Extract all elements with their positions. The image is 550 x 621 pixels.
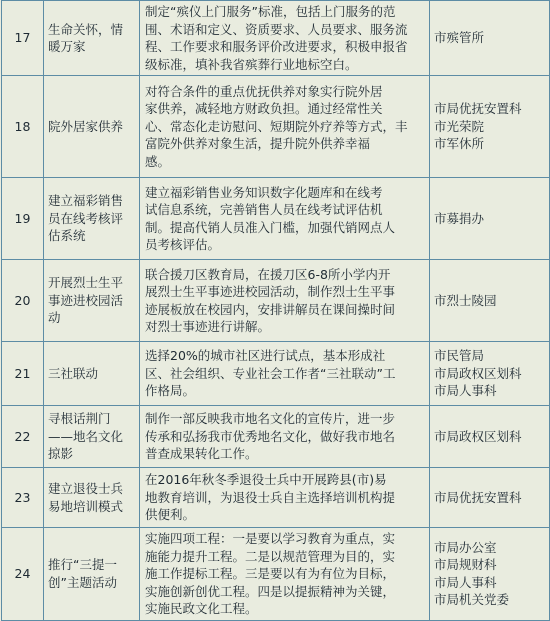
item-name: 建立退役士兵 易地培训模式	[44, 468, 140, 528]
row-number: 22	[2, 406, 44, 468]
responsible-unit: 市局政权区划科	[430, 406, 550, 468]
responsible-unit: 市局办公室 市局规财科 市局人事科 市局机关党委	[430, 528, 550, 621]
item-name: 三社联动	[44, 342, 140, 406]
row-number: 17	[2, 1, 44, 76]
table-row	[2, 1, 550, 76]
table-row	[2, 528, 550, 621]
item-content: 建立福彩销售业务知识数字化题库和在线考 试信息系统，完善销售人员在线考试评估机 制。提高代销人员准入门槛，加强代销网点人 员考核评估。	[140, 178, 430, 260]
row-number: 23	[2, 468, 44, 528]
responsible-unit: 市局优抚安置科 市光荣院 市军休所	[430, 76, 550, 178]
row-number: 20	[2, 260, 44, 342]
table-row	[2, 468, 550, 528]
item-name: 开展烈士生平 事迹进校园活 动	[44, 260, 140, 342]
item-content: 制作一部反映我市地名文化的宣传片，进一步 传承和弘扬我市优秀地名文化，做好我市地名 普查成果转化工作。	[140, 406, 430, 468]
item-content: 对符合条件的重点优抚供养对象实行院外居 家供养，减轻地方财政负担。通过经常性关 心、常态化走访慰问、短期院外疗养等方式，丰 富院外供养对象生活，提升院外供养幸福 感。	[140, 76, 430, 178]
item-name: 院外居家供养	[44, 76, 140, 178]
table-row	[2, 406, 550, 468]
row-number: 24	[2, 528, 44, 621]
policy-table-body	[2, 1, 550, 621]
item-name: 生命关怀，情 暖万家	[44, 1, 140, 76]
row-number: 21	[2, 342, 44, 406]
item-name: 寻根话荆门 ——地名文化 掠影	[44, 406, 140, 468]
table-row	[2, 342, 550, 406]
row-number: 18	[2, 76, 44, 178]
item-name: 推行“三提一 创”主题活动	[44, 528, 140, 621]
responsible-unit: 市烈士陵园	[430, 260, 550, 342]
item-content: 选择20%的城市社区进行试点，基本形成社 区、社会组织、专业社会工作者“三社联动”工 作格局。	[140, 342, 430, 406]
responsible-unit: 市殡管所	[430, 1, 550, 76]
item-content: 制定“殡仪上门服务”标准，包括上门服务的范 围、术语和定义、资质要求、人员要求、服务流 程、工作要求和服务评价改进要求，积极申报省 级标准，填补我省殡葬行业地标空白。	[140, 1, 430, 76]
item-content: 联合援刀区教育局，在援刀区6-8所小学内开 展烈士生平事迹进校园活动，制作烈士生平事 迹展板放在校园内，安排讲解员在课间操时间 对烈士事迹进行讲解。	[140, 260, 430, 342]
responsible-unit: 市局优抚安置科	[430, 468, 550, 528]
item-content: 实施四项工程：一是要以学习教育为重点，实 施能力提升工程。二是以规范管理为目的，实 施工作提标工程。三是要以有为有位为目标， 实施创新创优工程。四是以提振精神为关键， 实施民政文化工程。	[140, 528, 430, 621]
item-name: 建立福彩销售 员在线考核评 估系统	[44, 178, 140, 260]
responsible-unit: 市募捐办	[430, 178, 550, 260]
row-number: 19	[2, 178, 44, 260]
item-content: 在2016年秋冬季退役士兵中开展跨县(市)易 地教育培训，为退役士兵自主选择培训机构提 供便利。	[140, 468, 430, 528]
table-row	[2, 76, 550, 178]
responsible-unit: 市民管局 市局政权区划科 市局人事科	[430, 342, 550, 406]
table-row	[2, 260, 550, 342]
policy-table	[1, 0, 550, 621]
table-row	[2, 178, 550, 260]
